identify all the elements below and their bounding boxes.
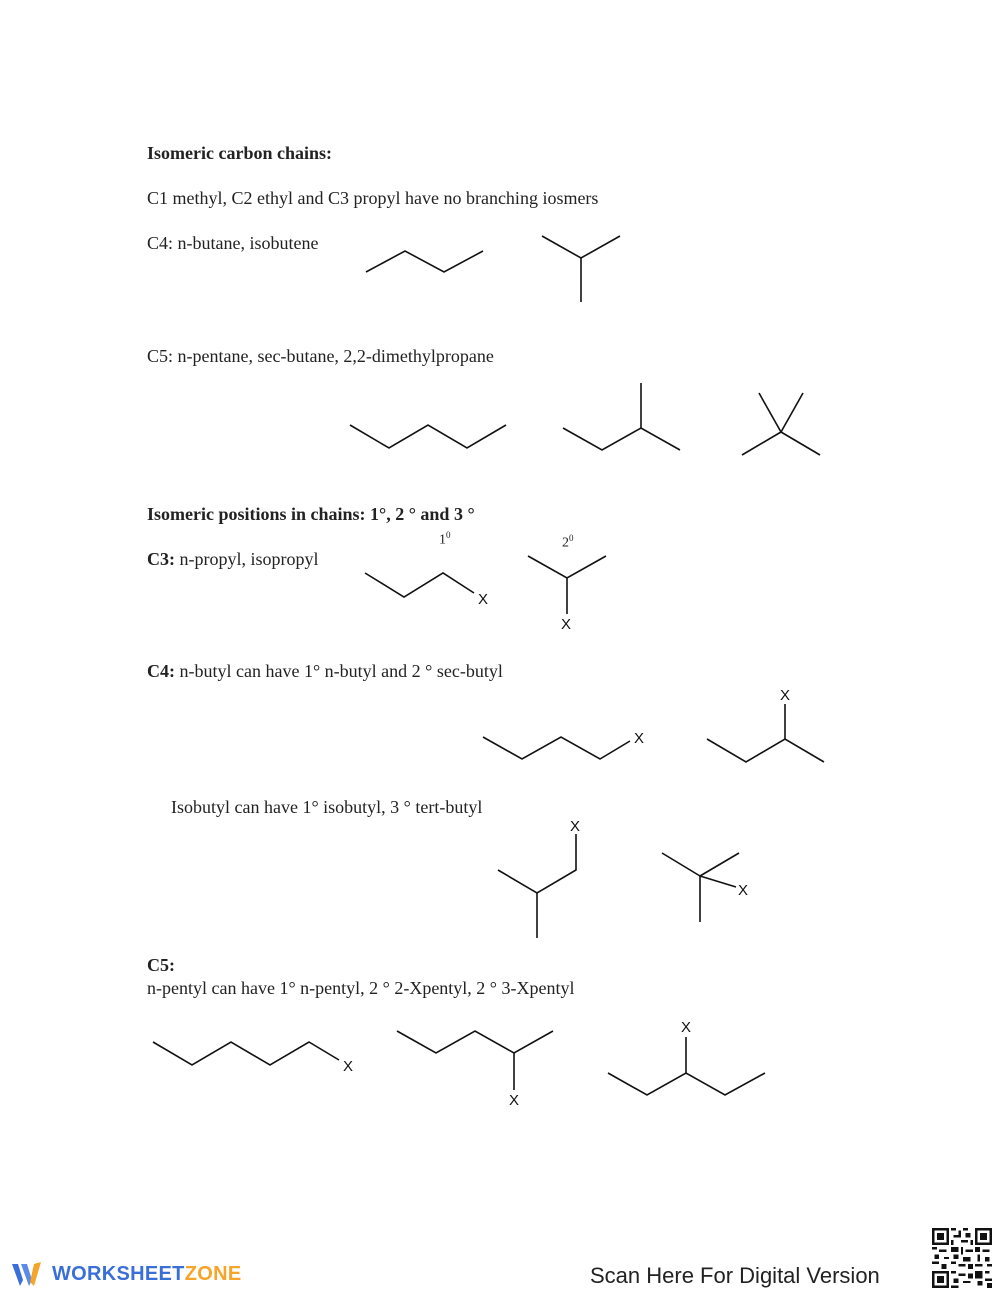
substituent-x-label: X [343, 1058, 354, 1075]
n-butyl-structure [483, 730, 644, 759]
substituent-x-label: X [780, 687, 791, 704]
neopentane-structure [742, 393, 820, 455]
secondary-marker: $2^0$ [562, 533, 574, 551]
3-xpentyl-structure [608, 1019, 765, 1095]
substituent-x-label: X [509, 1092, 520, 1109]
substituent-x-label: X [570, 818, 581, 835]
substituent-x-label: X [681, 1019, 692, 1036]
2-xpentyl-structure [397, 1031, 553, 1109]
primary-marker: $1^0$ [439, 530, 451, 548]
methylbutane-structure [563, 383, 680, 450]
tert-butyl-structure [662, 853, 748, 922]
c3-label: C3: [147, 549, 175, 569]
substituent-x-label: X [478, 591, 489, 608]
c5-label: C5: [147, 955, 175, 975]
scan-prompt: Scan Here For Digital Version [590, 1263, 880, 1288]
section-heading-chains: Isomeric carbon chains: [147, 143, 332, 163]
isobutyl-structure [498, 818, 580, 938]
isobutyl-line: Isobutyl can have 1° isobutyl, 3 ° tert-butyl [171, 797, 483, 817]
isobutane-structure [542, 236, 620, 302]
brand-name: WORKSHEETZONE [52, 1262, 242, 1285]
isopropyl-structure [528, 556, 606, 633]
worksheetzone-logo[interactable] [10, 1258, 241, 1290]
n-propyl-structure [365, 573, 488, 608]
c4-text: n-butyl can have 1° n-butyl and 2 ° sec-butyl [175, 661, 503, 681]
substituent-x-label: X [634, 730, 645, 747]
c5-positions-line: n-pentyl can have 1° n-pentyl, 2 ° 2-Xpentyl, 2 ° 3-Xpentyl [147, 978, 575, 998]
n-pentyl-structure [153, 1042, 353, 1075]
c5-chains-label: C5: n-pentane, sec-butane, 2,2-dimethylpropane [147, 346, 494, 366]
brand-w-icon [10, 1260, 46, 1288]
n-pentane-structure [350, 425, 506, 448]
c4-label: C4: [147, 661, 175, 681]
n-butane-structure [366, 251, 483, 272]
c3-text: n-propyl, isopropyl [175, 549, 319, 569]
qr-code-icon[interactable] [932, 1228, 992, 1288]
substituent-x-label: X [561, 616, 572, 633]
section-heading-positions: Isomeric positions in chains: 1°, 2 ° and 3 ° [147, 504, 475, 524]
sec-butyl-structure [707, 687, 824, 762]
c1-c3-note: C1 methyl, C2 ethyl and C3 propyl have no branching iosmers [147, 188, 599, 208]
c4-chains-label: C4: n-butane, isobutene [147, 233, 319, 253]
substituent-x-label: X [738, 882, 749, 899]
